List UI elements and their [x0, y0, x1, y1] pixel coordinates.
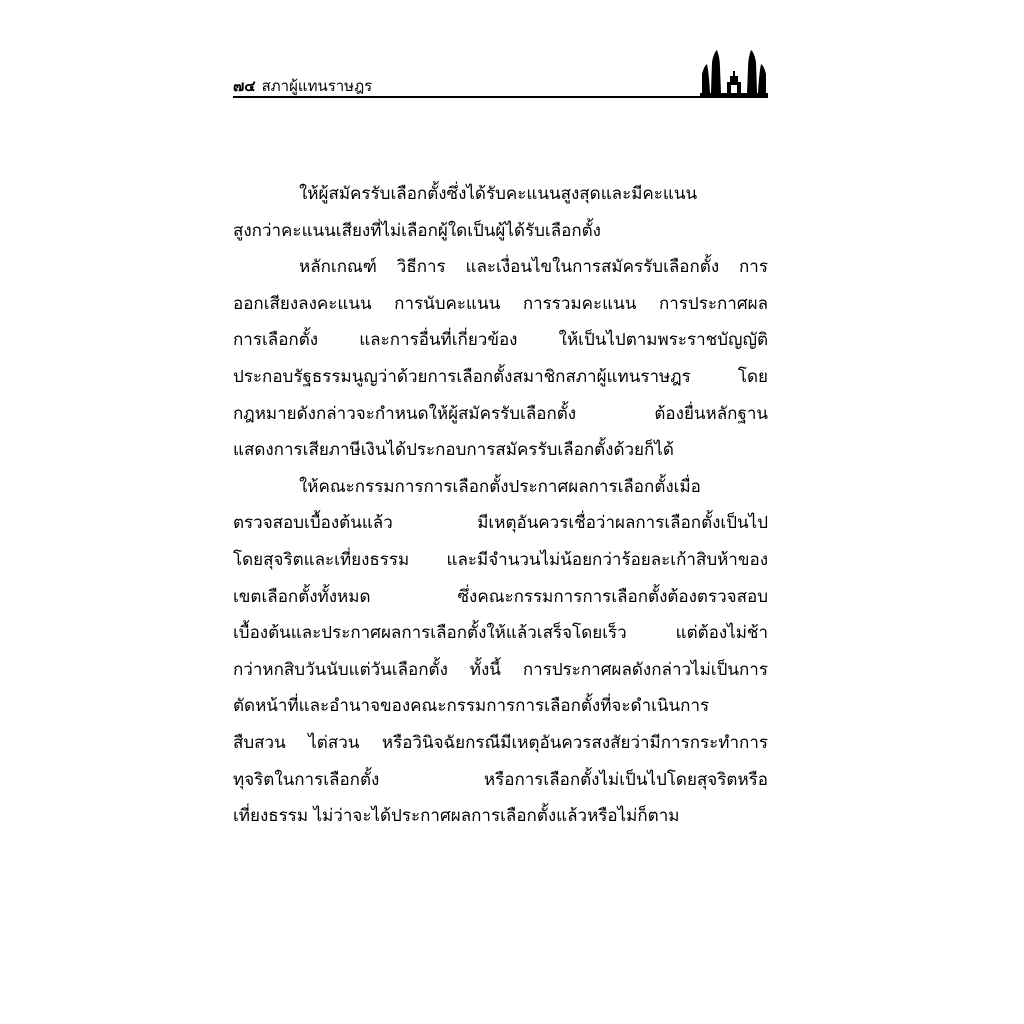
paragraph-line: ให้ผู้สมัครรับเลือกตั้งซึ่งได้รับคะแนนสูงสุดและมีคะแนน — [299, 184, 698, 204]
paragraph-line: กว่าหกสิบวันนับแต่วันเลือกตั้ง ทั้งนี้ การประกาศผลดังกล่าวไม่เป็นการ — [233, 659, 768, 680]
paragraph-line: ทุจริตในการเลือกตั้ง หรือการเลือกตั้งไม่เป็นไปโดยสุจริตหรือ — [233, 769, 768, 790]
paragraph-line: กฎหมายดังกล่าวจะกำหนดให้ผู้สมัครรับเลือกตั้ง ต้องยื่นหลักฐาน — [233, 403, 768, 424]
paragraph-line: แสดงการเสียภาษีเงินได้ประกอบการสมัครรับเลือกตั้งด้วยก็ได้ — [233, 440, 674, 461]
page-number: ๗๔ — [233, 77, 256, 95]
paragraph-line: สูงกว่าคะแนนเสียงที่ไม่เลือกผู้ใดเป็นผู้ได้รับเลือกตั้ง — [233, 220, 601, 241]
paragraph-line: ออกเสียงลงคะแนน การนับคะแนน การรวมคะแนน การประกาศผล — [233, 293, 768, 314]
body-text — [233, 176, 768, 835]
paragraph-line: ตัดหน้าที่และอำนาจของคณะกรรมการการเลือกตั้งที่จะดำเนินการ — [233, 696, 710, 717]
paragraph-line: หลักเกณฑ์ วิธีการ และเงื่อนไขในการสมัครรับเลือกตั้ง การ — [299, 257, 768, 278]
paragraph-line: เที่ยงธรรม ไม่ว่าจะได้ประกาศผลการเลือกตั้งแล้วหรือไม่ก็ตาม — [233, 806, 680, 827]
paragraph-line: การเลือกตั้ง และการอื่นที่เกี่ยวข้อง ให้เป็นไปตามพระราชบัญญัติ — [233, 330, 768, 351]
paragraph-line: ให้คณะกรรมการการเลือกตั้งประกาศผลการเลือกตั้งเมื่อ — [299, 476, 701, 497]
header-rule — [233, 96, 768, 98]
paragraph-line: เขตเลือกตั้งทั้งหมด ซึ่งคณะกรรมการการเลือกตั้งต้องตรวจสอบ — [233, 586, 768, 607]
paragraph-line: สืบสวน ไต่สวน หรือวินิจฉัยกรณีมีเหตุอันควรสงสัยว่ามีการกระทำการ — [233, 732, 768, 753]
paragraph-line: เบื้องต้นและประกาศผลการเลือกตั้งให้แล้วเสร็จโดยเร็ว แต่ต้องไม่ช้า — [233, 623, 768, 644]
democracy-monument-icon — [700, 48, 768, 98]
paragraph-line: ประกอบรัฐธรรมนูญว่าด้วยการเลือกตั้งสมาชิกสภาผู้แทนราษฎร โดย — [233, 366, 768, 387]
running-title: สภาผู้แทนราษฎร — [261, 77, 373, 95]
page-header — [233, 48, 768, 98]
header-text — [233, 74, 372, 98]
paragraph-line: โดยสุจริตและเที่ยงธรรม และมีจำนวนไม่น้อยกว่าร้อยละเก้าสิบห้าของ — [233, 549, 768, 570]
paragraph-line: ตรวจสอบเบื้องต้นแล้ว มีเหตุอันควรเชื่อว่าผลการเลือกตั้งเป็นไป — [233, 513, 768, 534]
